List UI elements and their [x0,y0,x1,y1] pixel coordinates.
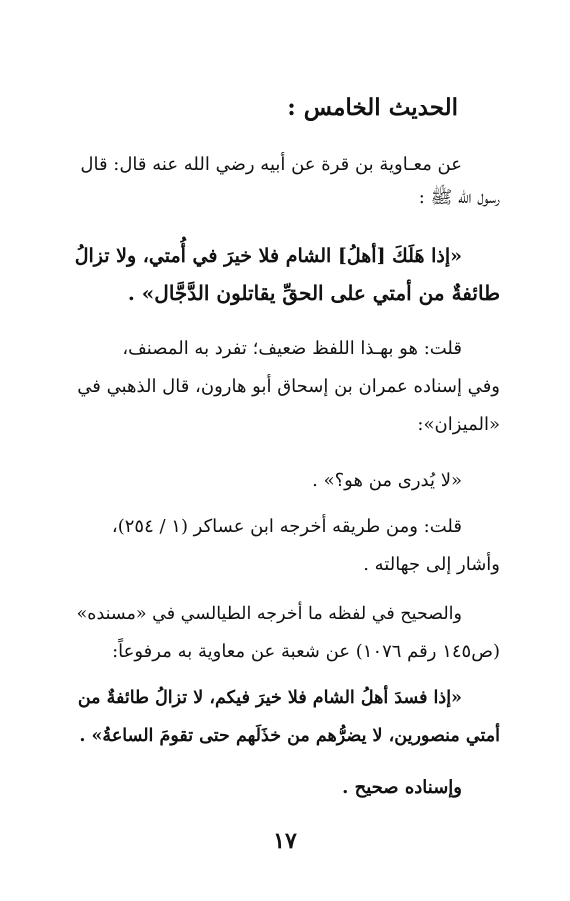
text-line: وفي إسناده عمران بن إسحاق أبو هارون، قال الذهبي في [77,376,500,397]
text-line: (ص١٤٥ رقم ١٠٧٦) عن شعبة عن معاوية به مرفوعاً: [112,641,500,662]
text-line: قلت: ومن طريقه أخرجه ابن عساكر (١ / ٢٥٤)، [111,516,462,537]
hadith-text-line: «إذا هَلَكَ [أهلُ] الشام فلا خيرَ في أُمتي، ولا تزالُ [74,245,462,267]
hadith-text-line: أمتي منصورين، لا يضرُّهم من خذَلَهم حتى تقومَ الساعةُ» . [79,726,500,746]
quote-line: «لا يُدرى من هو؟» . [312,470,462,491]
text-line: وأشار إلى جهالته . [363,554,500,575]
hadith-heading: الحديث الخامس : [287,94,458,121]
text-line: عن معـاوية بن قرة عن أبيه رضي الله عنه قال: قال [80,154,462,175]
text-line: رسول الله ﷺ : [418,187,500,208]
grading-line: وإسناده صحيح . [342,777,462,798]
page-number: ١٧ [273,828,297,854]
hadith-text-line: «إذا فسدَ أهلُ الشام فلا خيرَ فيكم، لا تزالُ طائفةٌ من [77,688,462,708]
text-line: والصحيح في لفظه ما أخرجه الطيالسي في «مسنده» [76,604,462,624]
text-line: «الميزان»: [417,414,500,435]
text-line: قلت: هو بهـذا اللفظ ضعيف؛ تفرد به المصنف، [122,338,462,359]
hadith-text-line: طائفةٌ من أمتي على الحقِّ يقاتلون الدَّجَّال» . [127,281,500,305]
